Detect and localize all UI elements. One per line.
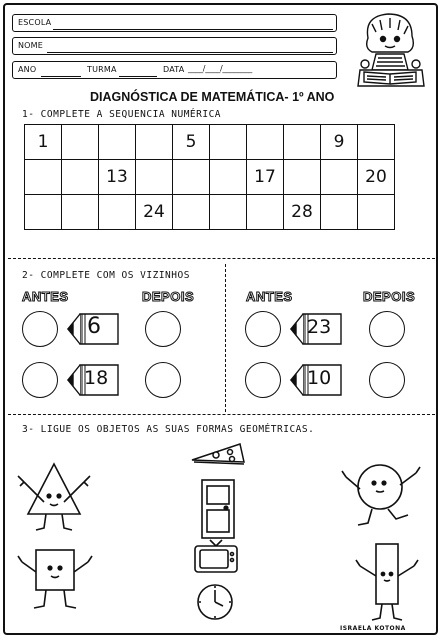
section2-prompt: 2- COMPLETE COM OS VIZINHOS (22, 270, 190, 281)
grid-cell[interactable] (210, 195, 247, 230)
grid-cell: 17 (247, 160, 284, 195)
pizza-slice-icon[interactable] (188, 440, 248, 474)
grid-row (25, 195, 395, 230)
school-line (53, 29, 333, 30)
grid-cell[interactable] (62, 125, 99, 160)
grid-row (25, 125, 395, 160)
name-line (47, 52, 333, 53)
grid-cell[interactable] (25, 160, 62, 195)
grid-cell: 24 (136, 195, 173, 230)
number-pencil (66, 310, 120, 348)
pencil-number: 10 (307, 367, 332, 389)
pencil-number: 18 (84, 367, 109, 389)
year-line (41, 76, 81, 77)
grid-cell[interactable] (358, 195, 395, 230)
page-title: DIAGNÓSTICA DE MATEMÁTICA- 1º ANO (90, 90, 335, 104)
grid-cell: 28 (284, 195, 321, 230)
depois-label-right: DEPOIS (363, 289, 416, 304)
vertical-separator (225, 264, 226, 412)
grid-cell: 9 (321, 125, 358, 160)
antes-answer-circle[interactable] (245, 311, 281, 347)
depois-answer-circle[interactable] (369, 311, 405, 347)
school-field[interactable] (12, 14, 337, 32)
depois-answer-circle[interactable] (145, 362, 181, 398)
grid-cell[interactable] (173, 160, 210, 195)
grid-cell[interactable] (99, 195, 136, 230)
antes-label-left: ANTES (22, 289, 69, 304)
class-line (119, 76, 157, 77)
section3-prompt: 3- LIGUE OS OBJETOS AS SUAS FORMAS GEOMÉTRICAS. (22, 424, 315, 435)
depois-label-left: DEPOIS (142, 289, 195, 304)
antes-answer-circle[interactable] (22, 362, 58, 398)
class-label: TURMA (87, 65, 117, 74)
grid-cell[interactable] (284, 160, 321, 195)
section1-prompt: 1- COMPLETE A SEQUENCIA NUMÉRICA (22, 109, 222, 120)
grid-cell[interactable] (210, 160, 247, 195)
number-pencil (289, 310, 343, 348)
rectangle-character-icon[interactable] (350, 540, 428, 624)
depois-answer-circle[interactable] (145, 311, 181, 347)
class-info-field[interactable] (12, 61, 337, 79)
grid-cell[interactable] (358, 125, 395, 160)
pencil-number: 6 (87, 314, 101, 339)
grid-cell: 1 (25, 125, 62, 160)
antes-answer-circle[interactable] (22, 311, 58, 347)
antes-answer-circle[interactable] (245, 362, 281, 398)
grid-cell[interactable] (136, 125, 173, 160)
name-field[interactable] (12, 37, 337, 55)
television-icon[interactable] (192, 538, 240, 576)
grid-cell[interactable] (284, 125, 321, 160)
grid-cell[interactable] (210, 125, 247, 160)
grid-row (25, 160, 395, 195)
grid-cell[interactable] (99, 125, 136, 160)
grid-cell[interactable] (321, 160, 358, 195)
grid-cell[interactable] (25, 195, 62, 230)
school-label: ESCOLA (18, 18, 52, 27)
grid-cell[interactable] (136, 160, 173, 195)
depois-answer-circle[interactable] (369, 362, 405, 398)
date-label: DATA (163, 65, 185, 74)
grid-cell: 5 (173, 125, 210, 160)
circle-character-icon[interactable] (340, 455, 425, 530)
date-blanks: ____/____/________ (188, 64, 252, 73)
separator-1 (8, 258, 435, 259)
clock-icon[interactable] (194, 581, 236, 623)
grid-cell[interactable] (62, 195, 99, 230)
number-sequence-grid (24, 124, 395, 230)
separator-2 (8, 414, 435, 415)
pencil-number: 23 (307, 316, 332, 338)
grid-cell[interactable] (247, 195, 284, 230)
triangle-character-icon[interactable] (14, 458, 94, 536)
grid-cell[interactable] (173, 195, 210, 230)
grid-cell: 13 (99, 160, 136, 195)
number-pencil (66, 361, 120, 399)
number-pencil (289, 361, 343, 399)
grid-cell[interactable] (62, 160, 99, 195)
grid-cell[interactable] (321, 195, 358, 230)
square-character-icon[interactable] (14, 540, 96, 620)
year-label: ANO (18, 65, 37, 74)
grid-cell[interactable] (247, 125, 284, 160)
antes-label-right: ANTES (246, 289, 293, 304)
author-credit: ISRAELA KOTONA (340, 625, 406, 632)
door-icon[interactable] (196, 478, 240, 542)
boy-reading-illustration (350, 8, 432, 90)
name-label: NOME (18, 41, 44, 50)
grid-cell: 20 (358, 160, 395, 195)
